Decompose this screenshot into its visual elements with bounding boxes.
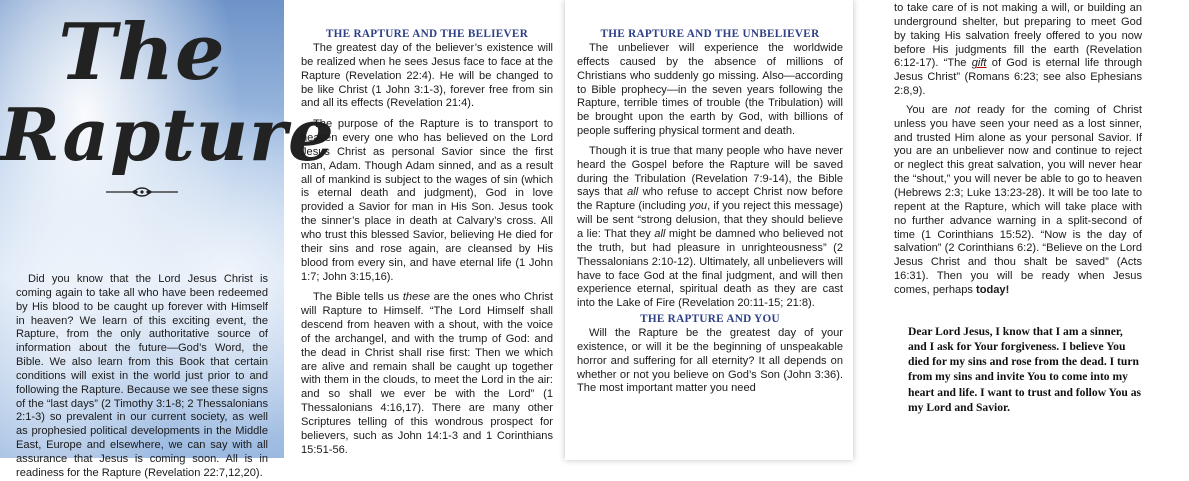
unbeliever-paragraph-1: The unbeliever will experience the worldwide effects caused by the absence of millions of Christians who suddenly go missing. Also—according to Bible prophecy—in the seven years following the Rapture, terrible times of trouble (the Tribulation) will be brought upon the earth by God, with billions of people suffering physical torment and death. (577, 42, 843, 138)
today-emphasis: today! (976, 283, 1010, 296)
continuation-panel (870, 0, 1189, 469)
prayer-text: Dear Lord Jesus, I know that I am a sinner, and I ask for Your forgiveness. I believe You died for my sins and rose from the dead. I turn from my sins and invite You to come into my heart and life. I want to trust and follow You as my Lord and Savior. (908, 324, 1142, 414)
text-run: You are (906, 103, 955, 116)
cover-title-line2: Rapture (0, 92, 335, 177)
ornament-divider-icon (106, 186, 178, 198)
you-paragraph-1: Will the Rapture be the greatest day of your existence, or will it be the beginning of unspeakable horror and suffering for all eternity? It all depends on whether or not you believe on God’s Son (John 3:36). The most important matter you need (577, 327, 843, 395)
you-paragraph-1-continued (894, 2, 1142, 99)
unbeliever-panel (565, 0, 853, 460)
emphasis-text: you (689, 200, 708, 213)
text-run: to take care of is not making a will, or building an underground shelter, but preparing to meet God by taking His salvation freely offered to you now before His judgments fill the earth (Revelation 6:12-17). “The (894, 2, 1142, 70)
text-run: Though it is true that many people who have never heard the Gospel before the Rapture will be saved during the Tribulation (Revelation 7:9-14), the Bible says that (577, 144, 843, 199)
text-run: , if you reject this message) will be sent “strong delusion, that they should believe a lie: That they (577, 200, 843, 240)
emphasis-text: these (402, 291, 430, 304)
text-run: are the ones who Christ will Rapture to Himself. “The Lord Himself shall descend from heaven with a shout, with the voice of the archangel, and with the trump of God: and the dead in Christ shall rise first: Then we which are alive and remain shall be caught up together with them in the clouds, to meet the Lord in the air: and so shall we ever be with the Lord” (1 Thessalonians 4:16,17). There are many other Scriptures telling of this wondrous prospect for believers, such as John 14:1-3 and 1 Corinthians 15:51-56. (301, 291, 554, 456)
emphasis-text: not (954, 103, 971, 116)
unbeliever-heading: THE RAPTURE AND THE UNBELIEVER (600, 28, 820, 40)
you-paragraph-2 (894, 104, 1142, 298)
text-run: The Bible tells us (313, 291, 403, 304)
emphasis-text: all (654, 227, 666, 240)
believer-paragraph-1: The greatest day of the believer’s existence will be realized when he sees Jesus face to face at the Rapture (Revelation 22:4). He will be changed to be like Christ (1 John 3:1-3), forever free from sin and all its effects (Revelation 21:4). (301, 42, 553, 110)
cover-intro-text: Did you know that the Lord Jesus Christ is coming again to take all who have been redeemed by His blood to be caught up forever with Himself in heaven? We learn of this exciting event, the Rapture, from the only authoritative source of information about the future—God’s Word, the Bible. We also learn from this Book that certain conditions will exist in the world just prior to and following the Rapture. Because we see these signs of the “last days” (2 Timothy 3:1-8; 2 Thessalonians 2:1-3) so prevalent in our current society, as well as prophesied political developments in the Middle East, Europe and elsewhere, we can say with all assurance that Jesus is coming soon. All is in readiness for the Rapture (Revelation 22:7,12,20). (16, 273, 268, 479)
unbeliever-paragraph-2 (577, 145, 843, 311)
believer-heading: THE RAPTURE AND THE BELIEVER (325, 28, 529, 40)
text-run: of God is eternal life through Jesus Christ” (Romans 6:23; see also Ephesians 2:8,9). (894, 57, 1142, 98)
you-heading: THE RAPTURE AND YOU (640, 313, 780, 326)
believer-panel (290, 0, 562, 469)
text-run: who refuse to accept Christ now before the Rapture (including (577, 186, 843, 213)
believer-paragraph-2: The purpose of the Rapture is to transport to heaven every one who has believed on the Lord Jesus Christ as personal Savior since the first man, Adam. Though Adam sinned, and as a result all of mankind is subject to the wages of sin (which is eternal death and judgment), God in love provided a Savior for man in His Son. Jesus took the sinner’s place in death at Calvary’s cross. All who trust this blessed Savior, believing He died for their sins and rose again, are cleansed by His blood from every sin, and have eternal life (1 John 1:7; John 3:15,16). (301, 118, 553, 283)
text-run: might be damned who believed not the truth, but had pleasure in unrighteousness” (2 Thessalonians 2:10-12). Ultimately, all unbelievers will have to face God at the final judgment, and will then experience eternal, spiritual death as they are cast into the Lake of Fire (Revelation 20:11-15; 21:8). (577, 227, 843, 310)
gift-emphasis: gift (971, 57, 987, 70)
cover-panel (0, 0, 335, 479)
text-run: ready for the coming of Christ unless you have seen your need as a lost sinner, and trusted Him alone as your personal Savior. If you are an unbeliever now and continue to reject or neglect this great salvation, you will never hear the “shout,” you will never be able to go to heaven (Hebrews 2:3; Luke 13:23-28). It will be too late to repent at the Rapture, which will take place with no further advance warning in a split-second of time (1 Corinthians 15:52). “Now is the day of salvation” (2 Corinthians 6:2). “Believe on the Lord Jesus Christ and thou shalt be saved” (Acts 16:31). Then you will be ready when Jesus comes, perhaps (894, 103, 1142, 296)
emphasis-text: all (627, 186, 639, 199)
cover-title-line1: The (58, 7, 226, 98)
believer-paragraph-3 (301, 291, 553, 457)
